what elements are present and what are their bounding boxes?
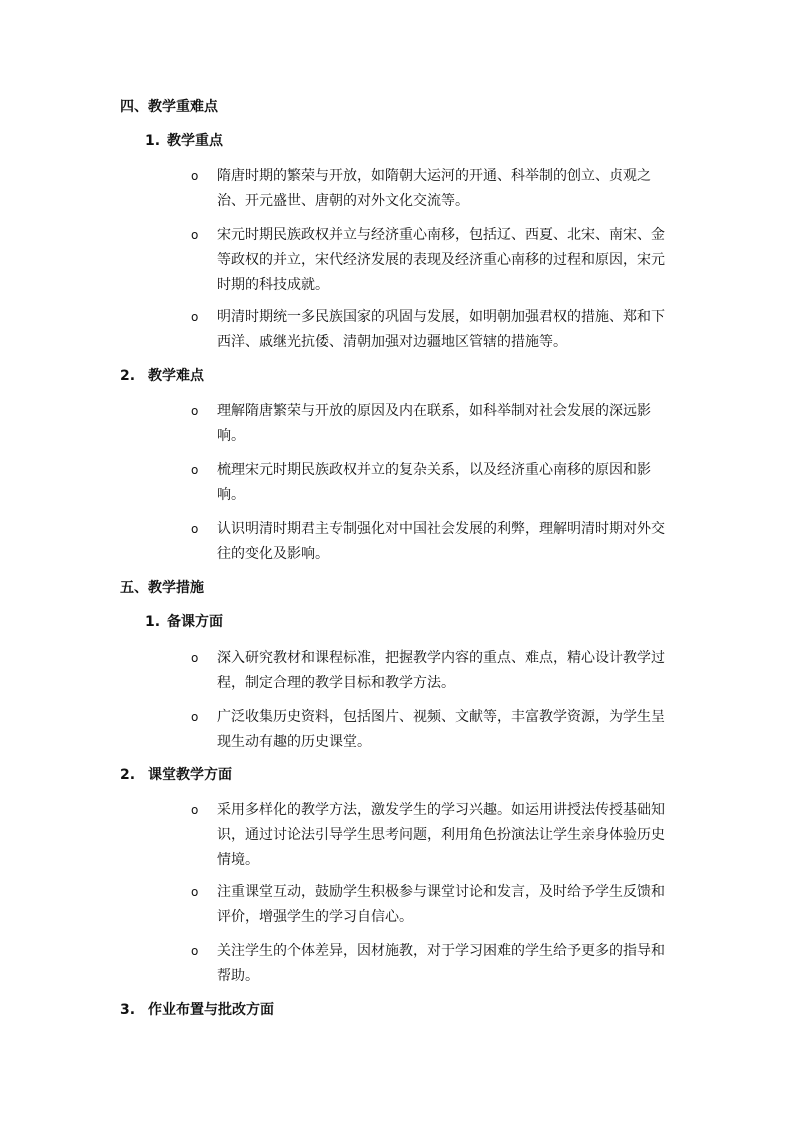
- subheading-number: 1.: [145, 614, 161, 630]
- bullet-circle-icon: o: [191, 169, 199, 183]
- subheading-teaching-difficulties: [120, 366, 204, 386]
- subheading-label: 备课方面: [167, 614, 223, 630]
- list-item: [191, 517, 675, 567]
- list-item: [191, 399, 675, 449]
- list-item-text: 广泛收集历史资料，包括图片、视频、文献等，丰富教学资源，为学生呈现生动有趣的历史课堂。: [217, 709, 665, 750]
- bullet-circle-icon: o: [191, 463, 199, 477]
- subheading-homework: [120, 1000, 274, 1020]
- subheading-number: 3.: [120, 1002, 136, 1018]
- list-item-text: 梳理宋元时期民族政权并立的复杂关系，以及经济重心南移的原因和影响。: [217, 462, 651, 503]
- subheading-number: 2.: [120, 767, 136, 783]
- list-item-text: 宋元时期民族政权并立与经济重心南移，包括辽、西夏、北宋、南宋、金等政权的并立，宋代经济发展的表现及经济重心南移的过程和原因，宋元时期的科技成就。: [217, 227, 665, 293]
- list-item-text: 隋唐时期的繁荣与开放，如隋朝大运河的开通、科举制的创立、贞观之治、开元盛世、唐朝的对外文化交流等。: [217, 168, 651, 209]
- list-item: [191, 705, 675, 755]
- list-item-text: 关注学生的个体差异，因材施教，对于学习困难的学生给予更多的指导和帮助。: [217, 943, 665, 984]
- bullet-circle-icon: o: [191, 404, 199, 418]
- subheading-lesson-prep: [145, 612, 223, 632]
- list-item: [191, 458, 675, 508]
- bullet-circle-icon: o: [191, 885, 199, 899]
- subheading-classroom-teaching: [120, 765, 232, 785]
- subheading-label: 课堂教学方面: [148, 767, 232, 783]
- bullet-circle-icon: o: [191, 522, 199, 536]
- section-heading-5: 五、教学措施: [120, 580, 204, 596]
- bullet-circle-icon: o: [191, 228, 199, 242]
- subheading-number: 2.: [120, 368, 136, 384]
- list-item: [191, 164, 675, 214]
- subheading-label: 教学难点: [148, 368, 204, 384]
- list-item-text: 采用多样化的教学方法，激发学生的学习兴趣。如运用讲授法传授基础知识，通过讨论法引导学生思考问题，利用角色扮演法让学生亲身体验历史情境。: [217, 802, 665, 868]
- list-item-text: 明清时期统一多民族国家的巩固与发展，如明朝加强君权的措施、郑和下西洋、戚继光抗倭、清朝加强对边疆地区管辖的措施等。: [217, 309, 665, 350]
- list-item: [191, 880, 675, 930]
- bullet-circle-icon: o: [191, 310, 199, 324]
- subheading-label: 教学重点: [167, 133, 223, 149]
- list-item: [191, 305, 675, 355]
- section-heading-4: 四、教学重难点: [120, 99, 218, 115]
- subheading-label: 作业布置与批改方面: [148, 1002, 274, 1018]
- bullet-circle-icon: o: [191, 710, 199, 724]
- list-item-text: 注重课堂互动，鼓励学生积极参与课堂讨论和发言，及时给予学生反馈和评价，增强学生的学习自信心。: [217, 884, 665, 925]
- list-item-text: 理解隋唐繁荣与开放的原因及内在联系，如科举制对社会发展的深远影响。: [217, 403, 651, 444]
- subheading-teaching-focus: [145, 131, 223, 151]
- bullet-circle-icon: o: [191, 803, 199, 817]
- list-item-text: 深入研究教材和课程标准，把握教学内容的重点、难点，精心设计教学过程，制定合理的教学目标和教学方法。: [217, 650, 665, 691]
- list-item: [191, 646, 675, 696]
- bullet-circle-icon: o: [191, 944, 199, 958]
- list-item: [191, 939, 675, 989]
- bullet-circle-icon: o: [191, 651, 199, 665]
- list-item: [191, 223, 675, 298]
- list-item: [191, 798, 675, 873]
- list-item-text: 认识明清时期君主专制强化对中国社会发展的利弊，理解明清时期对外交往的变化及影响。: [217, 521, 665, 562]
- subheading-number: 1.: [145, 133, 161, 149]
